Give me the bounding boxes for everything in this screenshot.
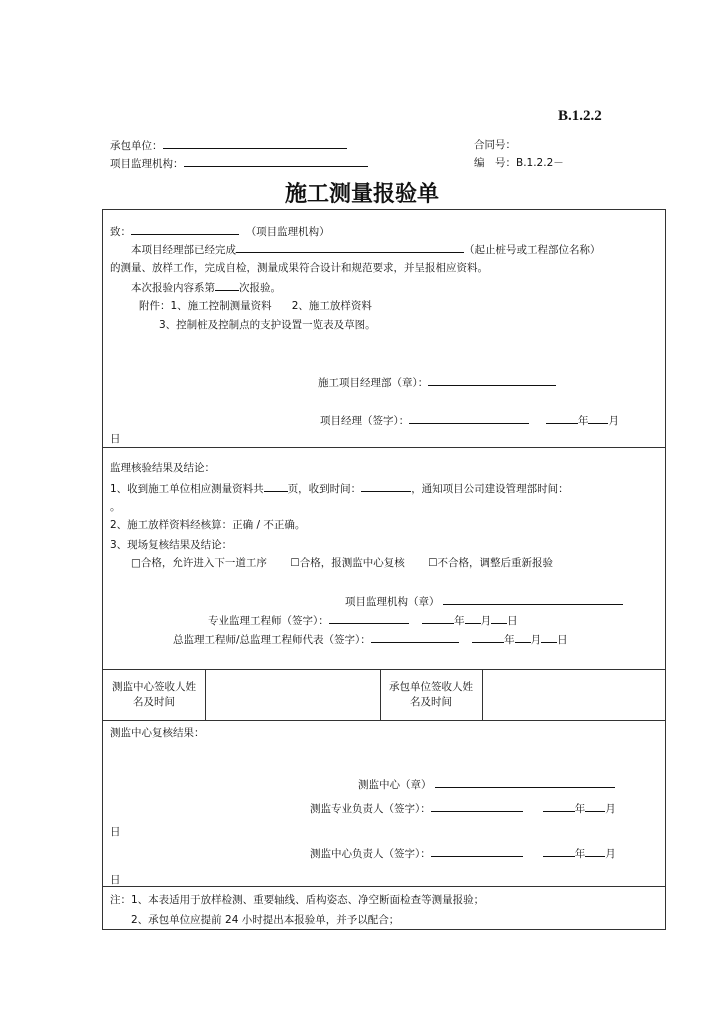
month-label: 月 (605, 848, 616, 860)
option-recheck: 合格，报测监中心复核 (299, 557, 405, 569)
chief-sign-row (173, 631, 568, 648)
period: 。 (110, 501, 121, 513)
supervision-label: 项目监理机构： (110, 158, 184, 170)
chief-sign-label: 总监理工程师/总监理工程师代表（签字）： (173, 634, 371, 646)
year-field[interactable] (543, 845, 575, 857)
dept-seal-row (318, 374, 556, 391)
manager-sign-label: 项目经理（签字）： (320, 415, 410, 427)
center-seal-field[interactable] (435, 776, 615, 788)
count-field[interactable] (215, 279, 239, 291)
engineer-sign-row (208, 612, 518, 629)
manager-sign-field[interactable] (409, 412, 529, 424)
attachment-3: 3、控制桩及控制点的支护设置一览表及草图。 (159, 319, 376, 331)
day-field[interactable] (541, 631, 557, 643)
divider (102, 720, 666, 721)
page-title: 施工测量报验单 (284, 182, 439, 207)
location-field[interactable] (236, 241, 464, 253)
divider (102, 209, 103, 930)
received-field[interactable] (361, 480, 411, 492)
divider (665, 209, 666, 930)
org-seal-row (345, 593, 623, 610)
supervision-row (110, 155, 368, 172)
center-seal-row (358, 776, 615, 793)
contract-no-label: 合同号： (474, 139, 516, 151)
day-label: 日 (110, 826, 121, 838)
to-field[interactable] (131, 223, 239, 235)
center-receipt-field[interactable] (206, 670, 379, 720)
specialist-sign-row (310, 800, 616, 817)
received-label: 页，收到时间： (287, 483, 362, 495)
year-label: 年 (574, 848, 586, 860)
month-field[interactable] (588, 412, 608, 424)
year-field[interactable] (546, 412, 578, 424)
head-sign-row (310, 845, 616, 862)
chief-sign-field[interactable] (371, 631, 459, 643)
org-seal-label: 项目监理机构（章） (345, 596, 440, 608)
contractor-receipt-label: 承包单位签收人姓名及时间 (389, 681, 473, 708)
year-label: 年 (577, 415, 589, 427)
note-1: 注：1、本表适用于放样检测、重要轴线、盾构姿态、净空断面检查等测量报验； (110, 894, 485, 906)
day-label: 日 (507, 615, 518, 627)
divider (102, 929, 666, 930)
attachment-2: 2、施工放样资料 (291, 300, 372, 312)
month-label: 月 (605, 803, 616, 815)
count-label: 本次报验内容系第 (131, 282, 215, 294)
contractor-receipt-field[interactable] (483, 670, 664, 720)
count-suffix: 次报验。 (239, 282, 281, 294)
inspection-count-row (131, 279, 281, 296)
item2-text: 2、施工放样资料经核算：正确 / 不正确。 (110, 519, 306, 531)
divider (102, 209, 666, 210)
note-2: 2、承包单位应提前 24 小时提出本报验单，并予以配合； (131, 914, 400, 926)
month-field[interactable] (515, 631, 531, 643)
contractor-field[interactable] (163, 137, 347, 149)
center-seal-label: 测监中心（章） (358, 779, 432, 791)
year-field[interactable] (472, 631, 504, 643)
to-row (110, 223, 330, 240)
option-fail: 不合格，调整后重新报验 (437, 557, 554, 569)
manager-sign-row (320, 412, 619, 429)
day-label: 日 (110, 874, 121, 886)
year-label: 年 (454, 615, 465, 627)
completed-row (131, 241, 601, 258)
contractor-label: 承包单位： (110, 140, 163, 152)
year-label: 年 (574, 803, 586, 815)
pages-label: 1、收到施工单位相应测量资料共 (110, 483, 264, 495)
to-suffix: （项目监理机构） (245, 226, 330, 238)
head-sign-label: 测监中心负责人（签字）： (310, 848, 431, 860)
month-field[interactable] (465, 612, 481, 624)
day-field[interactable] (491, 612, 507, 624)
statement-text: 的测量、放样工作，完成自检，测量成果符合设计和规范要求，并呈报相应资料。 (110, 262, 488, 274)
engineer-sign-label: 专业监理工程师（签字）： (208, 615, 329, 627)
month-label: 月 (480, 615, 492, 627)
org-seal-field[interactable] (443, 593, 623, 605)
divider (102, 447, 666, 448)
dept-seal-label: 施工项目经理部（章）： (318, 377, 429, 389)
notify-label: ，通知项目公司建设管理部时间： (411, 483, 569, 495)
center-receipt-label: 测监中心签收人姓名及时间 (112, 681, 196, 708)
specialist-sign-label: 测监专业负责人（签字）： (310, 803, 431, 815)
day-label: 日 (110, 433, 121, 445)
pages-field[interactable] (264, 480, 288, 492)
supervision-heading: 监理核验结果及结论： (110, 462, 215, 474)
month-field[interactable] (585, 845, 605, 857)
checkbox-recheck[interactable]: ☐ (290, 557, 300, 569)
item1-row (110, 480, 569, 497)
dept-seal-field[interactable] (428, 374, 556, 386)
engineer-sign-field[interactable] (329, 612, 409, 624)
recheck-heading: 测监中心复核结果： (110, 727, 205, 739)
supervision-field[interactable] (184, 155, 368, 167)
completed-label: 本项目经理部已经完成 (131, 244, 236, 256)
form-number: 编 号：B.1.2.2－ (474, 157, 564, 169)
location-hint: （起止桩号或工程部位名称） (464, 244, 601, 256)
attachment-1: 附件：1、施工控制测量资料 (139, 300, 272, 312)
attachments-row (139, 298, 372, 314)
head-sign-field[interactable] (431, 845, 523, 857)
month-label: 月 (530, 634, 542, 646)
item3-text: 3、现场复核结果及结论： (110, 539, 233, 551)
month-label: 月 (608, 415, 619, 427)
year-field[interactable] (422, 612, 454, 624)
month-field[interactable] (585, 800, 605, 812)
specialist-sign-field[interactable] (431, 800, 523, 812)
divider (380, 669, 381, 720)
option-pass: 合格，允许进入下一道工序 (140, 557, 267, 569)
divider (102, 886, 666, 887)
result-options (131, 555, 553, 571)
contractor-row (110, 137, 347, 154)
year-label: 年 (504, 634, 515, 646)
form-code: B.1.2.2 (558, 108, 602, 124)
to-label: 致： (110, 226, 131, 238)
checkbox-fail[interactable]: ☐ (428, 557, 438, 569)
day-label: 日 (557, 634, 568, 646)
checkbox-pass[interactable]: □ (131, 557, 141, 569)
year-field[interactable] (543, 800, 575, 812)
